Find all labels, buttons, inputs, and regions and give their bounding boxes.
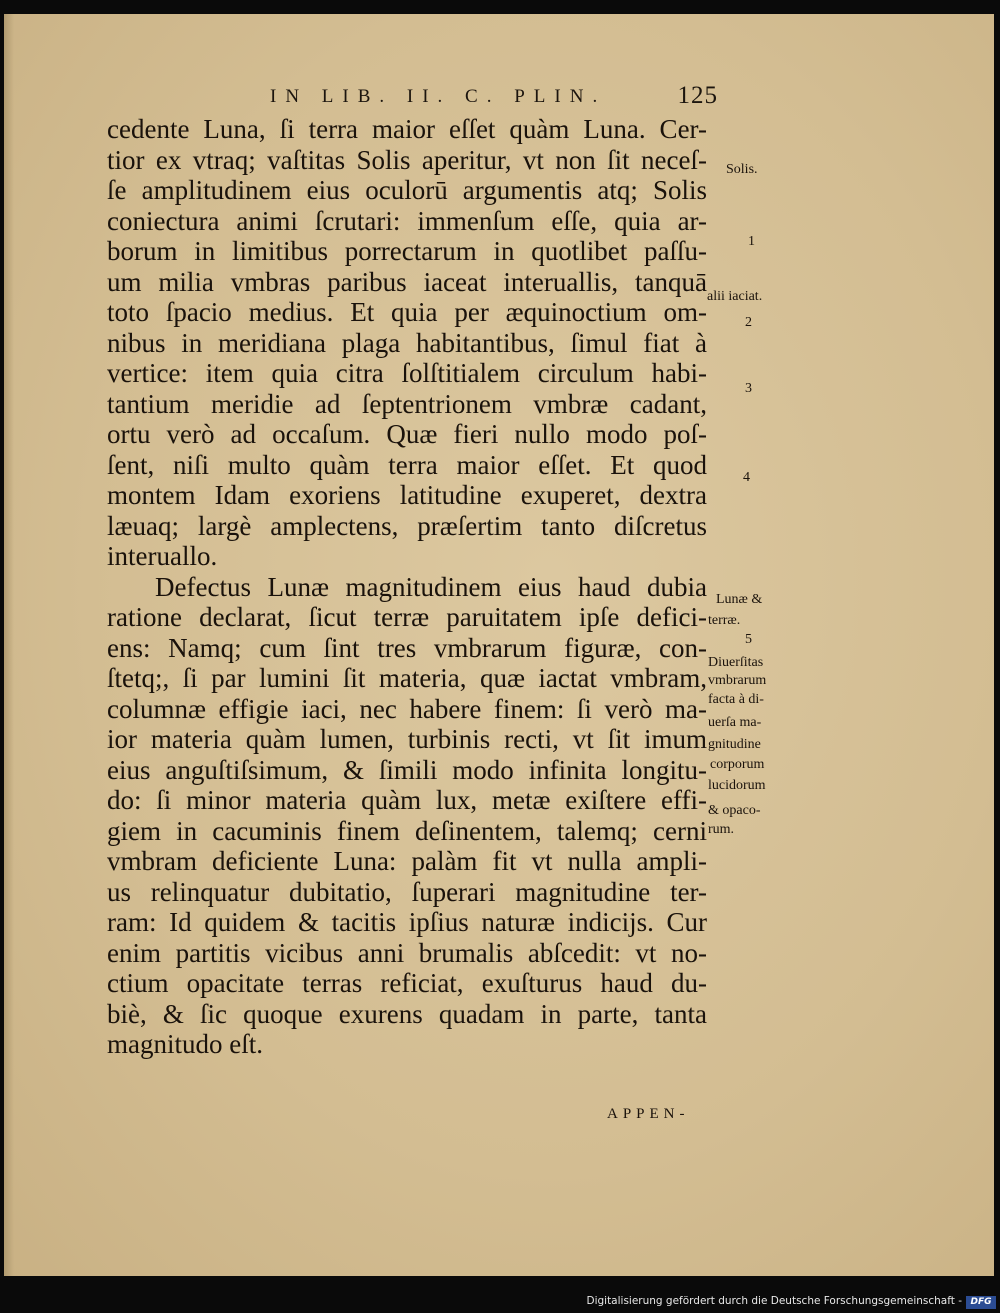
text-line: cedente Luna, ſi terra maior eſſet quàm Luna. Cer-	[107, 114, 707, 144]
text-line: um milia vmbras paribus iaceat interuallis, tanquā	[107, 266, 707, 297]
text-line: ior materia quàm lumen, turbinis recti, vt ſit imum	[107, 724, 707, 754]
funding-credit: Digitalisierung gefördert durch die Deutsche Forschungsgemeinschaft -	[586, 1295, 962, 1307]
text-line: ſent, niſi multo quàm terra maior eſſet. Et quod	[107, 449, 707, 480]
page-header	[270, 82, 718, 116]
text-line: tantium meridie ad ſeptentrionem vmbræ cadant,	[107, 388, 707, 419]
margin-note: terræ.	[708, 613, 741, 628]
margin-note: Diuerſitas	[708, 655, 764, 670]
footer-bar	[0, 1294, 1000, 1313]
margin-note: rum.	[708, 822, 735, 837]
text-line: us relinquatur dubitatio, ſuperari magnitudine ter-	[107, 876, 707, 907]
catchword: APPEN-	[607, 1106, 690, 1122]
text-line: nibus in meridiana plaga habitantibus, ſimul fiat à	[107, 327, 707, 358]
margin-note: 3	[745, 381, 752, 396]
margin-note: Lunæ &	[716, 592, 763, 607]
text-line: læuaq; largè amplectens, præſertim tanto diſcretus	[107, 510, 707, 541]
text-line: montem Idam exoriens latitudine exuperet, dextra	[107, 480, 707, 510]
text-line: biè, & ſic quoque exurens quadam in parte, tanta	[107, 998, 707, 1029]
text-line: columnæ effigie iaci, nec habere finem: ſi verò ma-	[107, 693, 707, 724]
text-line: ram: Id quidem & tacitis ipſius naturæ indicijs. Cur	[107, 907, 707, 937]
text-line: ſtetq;, ſi par lumini ſit materia, quæ iactat vmbram,	[107, 663, 707, 693]
running-title: IN LIB. II. C. PLIN.	[270, 86, 607, 107]
margin-note: facta à di-	[708, 692, 764, 707]
page-edge-shadow	[4, 14, 14, 1276]
text-line: coniectura animi ſcrutari: immenſum eſſe, quia ar-	[107, 205, 707, 236]
text-line: do: ſi minor materia quàm lux, metæ exiſtere effi-	[107, 785, 707, 815]
text-line: vertice: item quia citra ſolſtitialem circulum habi-	[107, 358, 707, 388]
text-line: magnitudo eſt.	[107, 1029, 263, 1059]
text-line: vmbram deficiente Luna: palàm fit vt nulla ampli-	[107, 846, 707, 876]
text-line: ens: Namq; cum ſint tres vmbrarum figuræ, con-	[107, 632, 707, 663]
text-line: borum in limitibus porrectarum in quotlibet paſſu-	[107, 236, 707, 266]
dfg-logo: DFG	[966, 1296, 996, 1309]
margin-note: corporum	[710, 757, 765, 772]
text-line: Defectus Lunæ magnitudinem eius haud dubia	[155, 571, 707, 602]
text-line: enim partitis vicibus anni brumalis abſcedit: vt no-	[107, 937, 707, 968]
text-line: ſe amplitudinem eius oculorū argumentis atq; Solis	[107, 175, 707, 205]
margin-note: lucidorum	[708, 778, 766, 793]
margin-note: 2	[745, 315, 752, 330]
margin-note: 1	[748, 234, 755, 249]
text-line: interuallo.	[107, 541, 218, 571]
margin-note: alii iaciat.	[707, 289, 763, 304]
margin-note: uerſa ma-	[708, 715, 762, 730]
text-line: eius anguſtiſsimum, & ſimili modo infinita longitu-	[107, 754, 707, 785]
text-line: ratione declarat, ſicut terræ paruitatem ipſe defici-	[107, 602, 707, 632]
text-line: tior ex vtraq; vaſtitas Solis aperitur, vt non ſit neceſ-	[107, 144, 707, 175]
margin-note: & opaco-	[708, 803, 761, 818]
margin-note: vmbrarum	[708, 673, 767, 688]
margin-note: gnitudine	[708, 737, 761, 752]
margin-note: 4	[743, 470, 750, 485]
text-line: giem in cacuminis finem deſinentem, talemq; cerni	[107, 815, 707, 846]
text-line: ortu verò ad occaſum. Quæ fieri nullo modo poſ-	[107, 419, 707, 449]
text-line: toto ſpacio medius. Et quia per æquinoctium om-	[107, 297, 707, 327]
page-number: 125	[677, 82, 718, 109]
body-text	[107, 114, 707, 1060]
text-line: ctium opacitate terras reficiat, exuſturus haud du-	[107, 968, 707, 998]
margin-note: 5	[745, 632, 752, 647]
margin-note: Solis.	[726, 162, 758, 177]
